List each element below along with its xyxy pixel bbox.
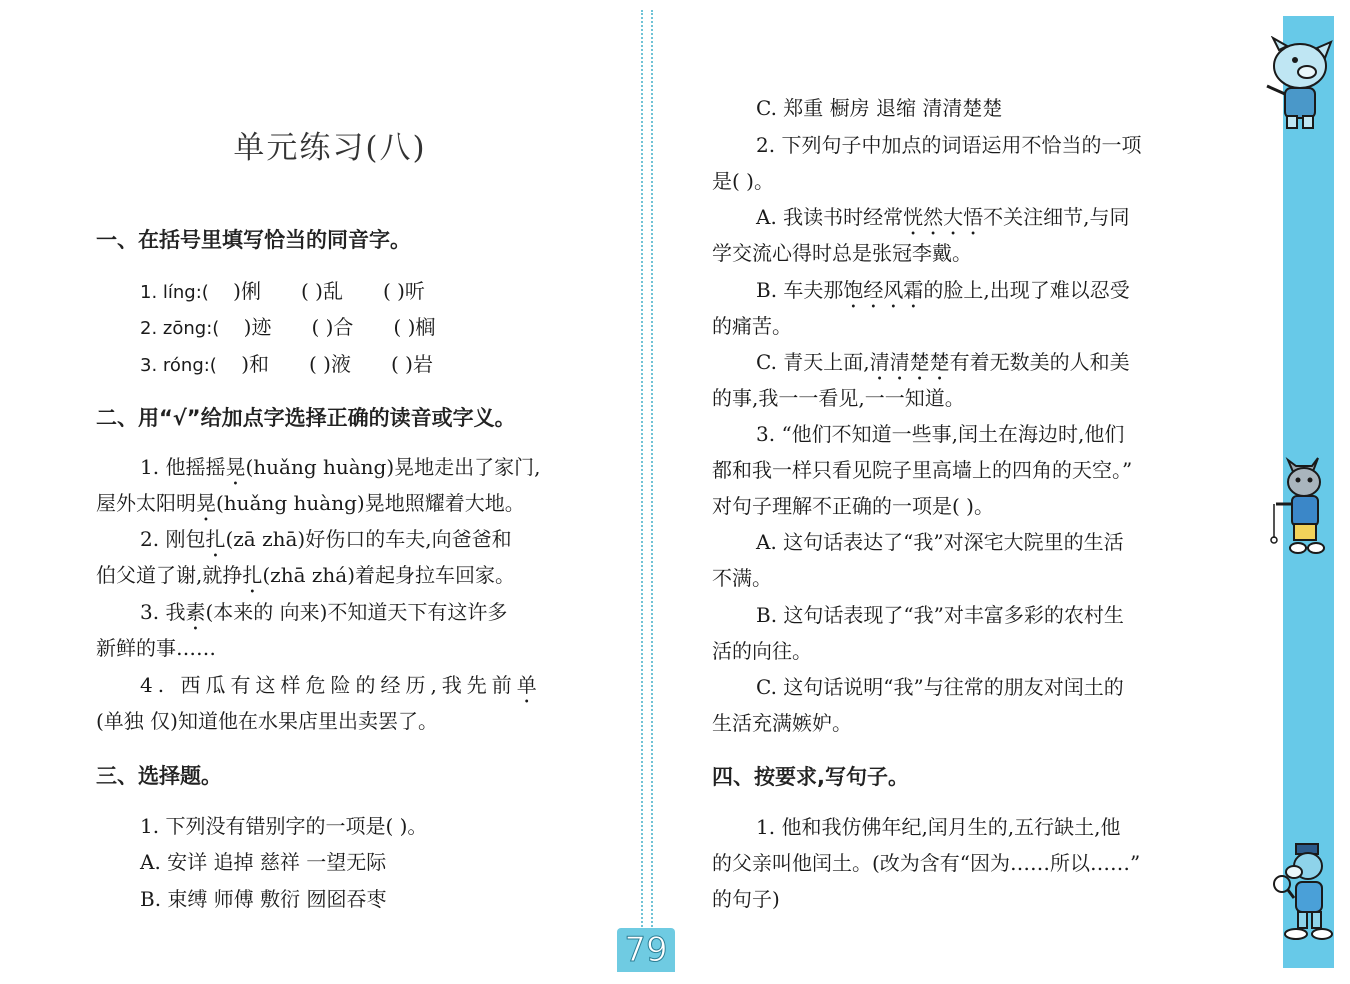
s3-q2-b-line1: B. 车夫那饱经风霜的脸上,出现了难以忍受 [756,278,1130,302]
s3-q2-b-line2: 的痛苦。 [712,314,792,338]
s3-q3-c-line2: 生活充满嫉妒。 [712,711,852,735]
s2-q4-line1: 4. 西瓜有这样危险的经历,我先前单 [140,673,542,697]
s3-q2-c-line1: C. 青天上面,清清楚楚有着无数美的人和美 [756,350,1130,374]
section-1-heading: 一、在括号里填写恰当的同音字。 [96,228,411,252]
s2-q3-line1: 3. 我素(本来的 向来)不知道天下有这许多 [140,600,508,624]
wolf-mascot-icon [1266,452,1332,556]
s2-q2-line2: 伯父道了谢,就挣扎(zhā zhá)着起身拉车回家。 [96,563,516,587]
section-3-heading: 三、选择题。 [96,764,222,788]
s4-q1-line2: 的父亲叫他闰土。(改为含有“因为……所以……” [712,851,1141,875]
s2-q1-line2: 屋外太阳明晃(huǎng huàng)晃地照耀着大地。 [96,491,525,515]
section-4-heading: 四、按要求,写句子。 [712,765,909,789]
s3-q2-a-line2: 学交流心得时总是张冠李戴。 [712,241,972,265]
s3-q3-c-line1: C. 这句话说明“我”与往常的朋友对闰土的 [756,675,1124,699]
s3-q1-option-b: B. 束缚 师傅 敷衍 囫囵吞枣 [140,887,387,911]
s3-q2-a-line1: A. 我读书时经常恍然大悟不关注细节,与同 [756,205,1130,229]
s3-q3-a-line2: 不满。 [712,566,772,590]
s3-q2-line1: 2. 下列句子中加点的词语运用不恰当的一项 [756,133,1142,157]
section-2-heading: 二、用“√”给加点字选择正确的读音或字义。 [96,406,516,430]
s3-q3-a-line1: A. 这句话表达了“我”对深宅大院里的生活 [756,530,1124,554]
s3-q1: 1. 下列没有错别字的一项是( )。 [140,814,428,838]
page-number: 79 [617,928,675,972]
s2-q3-line2: 新鲜的事…… [96,636,216,660]
s1-row-3: 3. róng:( )和 ( )液 ( )岩 [140,352,433,376]
left-page [0,0,640,984]
s3-q3-line2: 都和我一样只看见院子里高墙上的四角的天空。” [712,458,1133,482]
s2-q2-line1: 2. 刚包扎(zā zhā)好伤口的车夫,向爸爸和 [140,527,512,551]
s3-q3-b-line1: B. 这句话表现了“我”对丰富多彩的农村生 [756,603,1124,627]
s1-row-2: 2. zōng:( )迹 ( )合 ( )榈 [140,315,436,339]
s3-q3-b-line2: 活的向往。 [712,639,812,663]
page-title: 单元练习(八) [233,130,427,166]
s3-q2-line2: 是( )。 [712,169,774,193]
s2-q1-line1: 1. 他摇摇晃(huǎng huàng)晃地走出了家门, [140,455,541,479]
right-page [650,0,1350,984]
dog-mascot-icon [1266,838,1336,942]
s3-q1-option-a: A. 安详 追掉 慈祥 一望无际 [140,850,387,874]
s4-q1-line3: 的句子) [712,887,780,911]
pig-mascot-icon [1255,36,1337,132]
s3-q3-line1: 3. “他们不知道一些事,闰土在海边时,他们 [756,422,1125,446]
s4-q1-line1: 1. 他和我仿佛年纪,闰月生的,五行缺土,他 [756,815,1121,839]
s1-row-1: 1. líng:( )俐 ( )乱 ( )听 [140,279,425,303]
s2-q4-line2: (单独 仅)知道他在水果店里出卖罢了。 [96,709,438,733]
s3-q1-option-c: C. 郑重 橱房 退缩 清清楚楚 [756,96,1003,120]
s3-q2-c-line2: 的事,我一一看见,一一知道。 [712,386,965,410]
s3-q3-line3: 对句子理解不正确的一项是( )。 [712,494,994,518]
